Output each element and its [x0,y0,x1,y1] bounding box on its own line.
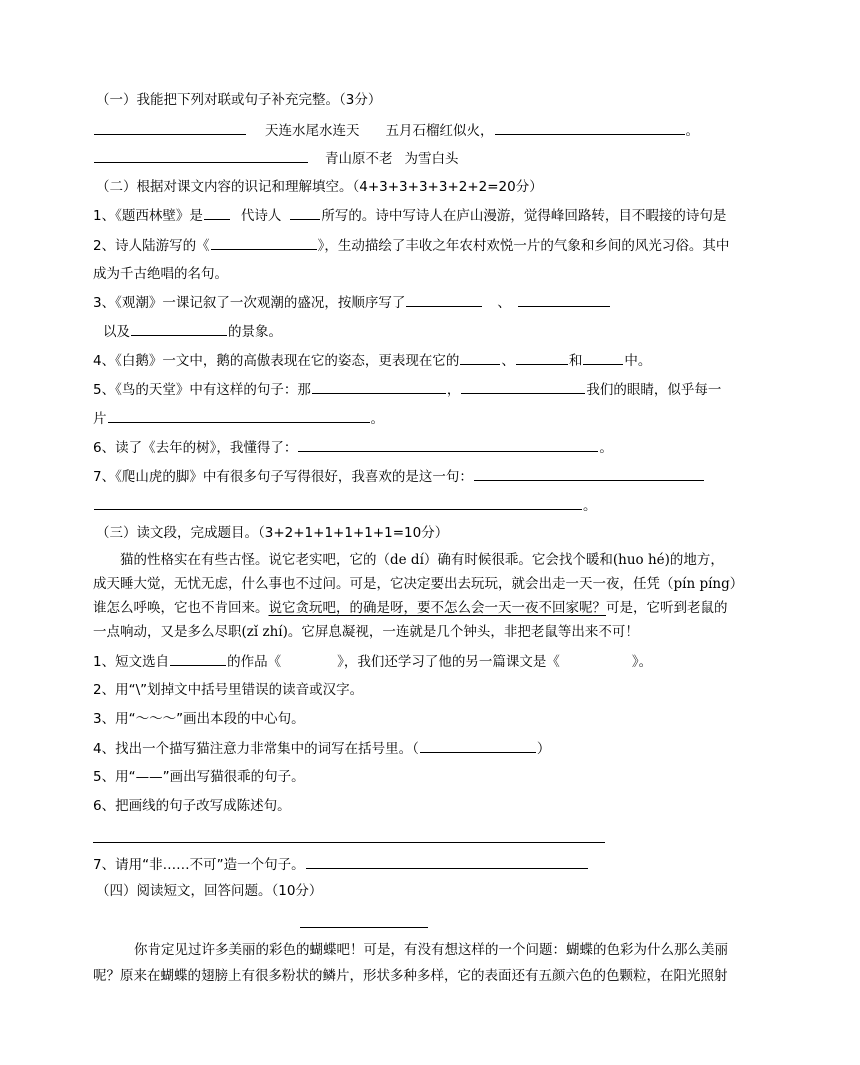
section-1-title: （一）我能把下列对联或句子补充完整。（3分） [96,92,382,108]
answer-blank[interactable] [211,235,317,250]
punctuation: 。 [583,498,597,514]
answer-blank[interactable] [461,379,585,394]
question-text: 1、《题西林壁》是 [93,208,203,224]
answer-blank[interactable] [474,466,704,481]
couplet-text: 天连水尾水连天 [265,123,360,139]
question-text: 片 [93,411,107,427]
section-3-title: （三）读文段，完成题目。（3+2+1+1+1+1+1=10分） [96,525,449,541]
answer-blank[interactable] [108,408,370,423]
answer-blank[interactable] [290,205,320,220]
answer-blank[interactable] [170,651,226,666]
question-text: 6、读了《去年的树》，我懂得了： [93,440,298,456]
question-text: 3、《观潮》一课记叙了一次观潮的盛况，按顺序写了 [93,295,406,311]
question-text: 我们的眼睛，似乎每一 [586,382,722,398]
question-text: 4、找出一个描写猫注意力非常集中的词写在括号里。（ [93,741,419,757]
question-2-4 [93,350,651,371]
question-text: 中。 [624,353,652,369]
answer-line[interactable] [93,842,605,843]
question-text: 7、《爬山虎的脚》中有很多句子写得很好，我喜欢的是这一句： [93,469,473,485]
answer-blank[interactable] [420,738,536,753]
question-2-3-cont [103,321,282,342]
answer-blank[interactable] [204,205,230,220]
question-text: 、 [501,353,515,369]
question-text: 5、《鸟的天堂》中有这样的句子：那 [93,382,311,398]
answer-blank[interactable] [94,120,246,135]
couplet-text: 青山原不老 [325,151,393,167]
question-3-1 [93,651,652,672]
answer-blank[interactable] [131,321,227,336]
question-text: 》，我们还学习了他的另一篇课文是《 [337,654,560,670]
question-text: 2、诗人陆游写的《 [93,238,210,254]
answer-blank[interactable] [94,148,308,163]
punctuation: 。 [599,440,613,456]
question-3-5: 5、用“——”画出写猫很乖的句子。 [93,769,305,785]
answer-blank[interactable] [460,350,500,365]
passage-text: 可是，它听到老鼠的 [606,600,728,616]
couplet-text: 为雪白头 [404,151,459,167]
question-text: 所写的。诗中写诗人在庐山漫游，觉得峰回路转，目不暇接的诗句是 [321,208,727,224]
question-2-7 [93,466,705,487]
couplet-row-2 [93,148,459,169]
punctuation: 。 [685,123,699,139]
question-2-3 [93,292,611,313]
passage-line: 猫的性格实在有些古怪。说它老实吧，它的（de dí）确有时候很乖。它会找个暖和(huo hé)的地方， [120,552,724,568]
question-text: 的作品《 [227,654,282,670]
question-text: ， [446,382,461,398]
question-3-2: 2、用“\”划掉文中括号里错误的读音或汉字。 [93,682,364,698]
question-text: 1、短文选自 [93,654,170,670]
punctuation: 。 [370,411,384,427]
question-3-7 [93,854,589,875]
question-3-3: 3、用“～～～”画出本段的中心句。 [93,711,305,727]
passage-line [93,598,728,618]
question-2-1 [93,205,726,226]
passage-line: 一点响动，又是多么尽职(zǐ zhí)。它屏息凝视，一连就是几个钟头，非把老鼠等出来不可！ [93,624,639,640]
answer-blank[interactable] [312,379,446,394]
question-3-4 [93,738,550,759]
question-2-6 [93,437,613,458]
title-blank[interactable] [300,927,428,928]
question-text: 4、《白鹅》一文中，鹅的高傲表现在它的姿态，更表现在它的 [93,353,460,369]
section-4-title: （四）阅读短文，回答问题。（10分） [96,883,323,899]
question-text: 代诗人 [240,208,282,224]
passage-text: 谁怎么呼唤，它也不肯回来。 [93,600,269,616]
answer-blank[interactable] [406,292,482,307]
answer-blank[interactable] [495,120,685,135]
question-3-6: 6、把画线的句子改写成陈述句。 [93,798,291,814]
answer-blank[interactable] [516,350,568,365]
section-2-title: （二）根据对课文内容的识记和理解填空。（4+3+3+3+3+2+2=20分） [96,179,543,195]
question-text: 以及 [103,324,130,340]
question-2-5-cont [93,408,384,429]
answer-blank[interactable] [94,495,582,510]
couplet-text: 五月石榴红似火， [385,123,494,139]
couplet-row-1 [93,120,699,141]
answer-blank[interactable] [306,854,588,869]
passage-line: 你肯定见过许多美丽的彩色的蝴蝶吧！可是，有没有想这样的一个问题：蝴蝶的色彩为什么那么美丽 [134,942,728,958]
underlined-sentence: 说它贪玩吧，的确是呀，要不怎么会一天一夜不回家呢？ [268,600,606,616]
answer-blank[interactable] [583,350,623,365]
question-text: 的景象。 [228,324,282,340]
punctuation: ） [536,741,551,757]
question-text: 》，生动描绘了丰收之年农村欢悦一片的气象和乡间的风光习俗。其中 [317,238,730,254]
question-text: 7、请用“非……不可”造一个句子。 [93,857,305,873]
answer-blank[interactable] [518,292,610,307]
passage-line: 呢？原来在蝴蝶的翅膀上有很多粉状的鳞片，形状多种多样，它的表面还有五颜六色的色颗粒，在阳光照射 [93,968,728,984]
question-text: 、 [497,295,511,311]
question-2-7-cont [93,495,597,516]
passage-line: 成天睡大觉，无忧无虑，什么事也不过问。可是，它决定要出去玩玩，就会出走一天一夜，任凭（pín píng） [93,576,744,592]
question-2-5 [93,379,721,400]
question-text: 和 [568,353,583,369]
question-text: 》。 [631,654,653,670]
question-2-2 [93,235,729,256]
answer-blank[interactable] [298,437,598,452]
question-2-2-cont: 成为千古绝唱的名句。 [93,266,228,282]
